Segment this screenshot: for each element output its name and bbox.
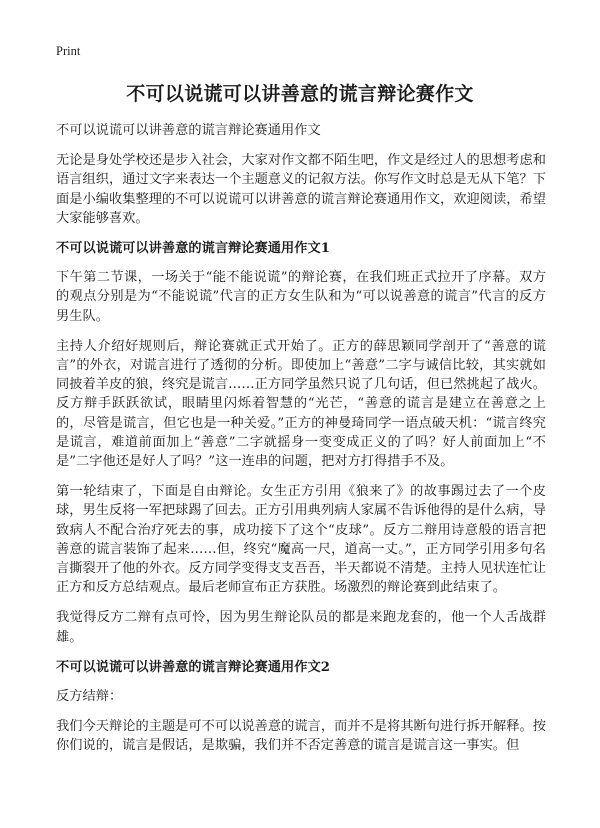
paragraph: 我觉得反方二辩有点可怜，因为男生辩论队员的都是来跑龙套的，他一个人舌战群雄。 (56, 610, 546, 645)
section-heading: 不可以说谎可以讲善意的谎言辩论赛通用作文2 (56, 659, 330, 675)
paragraph: 主持人介绍好规则后，辩论赛就正式开始了。正方的薛思颖同学剖开了“善意的谎言”的外衣，对谎言进行了透彻的分析。即使加上“善意”二字与诚信比较，其实就如同披着羊皮的狼，终究是谎言……正方同学虽然只说了几句话，但已然挑起了战火。反方辩手跃跃欲试，眼睛里闪烁着智慧的“光芒，“善意的谎言是建立在善意之上的，尽管是谎言，但它也是一种关爱。”正方的神曼琦同学一语点破天机：“谎言终究是谎言，难道前面加上“善意”二字就摇身一变变成正义的了吗？好人前面加上“不是”二字他还是好人了吗？”这一连串的问题，把对方打得措手不及。 (56, 338, 546, 470)
intro-paragraph: 无论是身处学校还是步入社会，大家对作文都不陌生吧，作文是经过人的思想考虑和语言组织，通过文字来表达一个主题意义的记叙方法。你写作文时总是无从下笔？下面是小编收集整理的不可以说谎可以讲善意的谎言辩论赛通用作文，欢迎阅读，希望大家能够喜欢。 (56, 153, 546, 226)
document-body (56, 121, 546, 767)
essay-section-1 (56, 239, 546, 647)
paragraph: 第一轮结束了，下面是自由辩论。女生正方引用《狼来了》的故事踢过去了一个皮球，男生反将一军把球踢了回去。正方引用典列病人家属不告诉他得的是什么病，导致病人不配合治疗死去的事，成功接下了这个“皮球”。反方二辩用诗意般的语言把善意的谎言装饰了起来……但，终究“魔高一尺，道高一丈。”，正方同学引用多句名言撕裂开了他的外衣。反方同学变得支支吾吾，半天都说不清楚。主持人见状连忙让正方和反方总结观点。最后老师宣布正方获胜。场激烈的辩论赛到此结束了。 (56, 484, 546, 596)
essay-section-2 (56, 658, 546, 756)
print-link[interactable]: Print (56, 44, 81, 58)
paragraph: 反方结辩： (56, 689, 123, 705)
paragraph: 我们今天辩论的主题是可不可以说善意的谎言，而并不是将其断句进行拆开解释。按你们说的，谎言是假话，是欺骗，我们并不否定善意的谎言是谎言这一事实。但 (56, 719, 546, 754)
paragraph: 下午第二节课，一场关于“能不能说谎”的辩论赛，在我们班正式拉开了序幕。双方的观点分别是为“不能说谎”代言的正方女生队和为“可以说善意的谎言”代言的反方男生队。 (56, 270, 546, 324)
section-heading: 不可以说谎可以讲善意的谎言辩论赛通用作文1 (56, 241, 330, 257)
page-title: 不可以说谎可以讲善意的谎言辩论赛作文 (126, 83, 474, 105)
document-subtitle: 不可以说谎可以讲善意的谎言辩论赛通用作文 (56, 123, 321, 138)
